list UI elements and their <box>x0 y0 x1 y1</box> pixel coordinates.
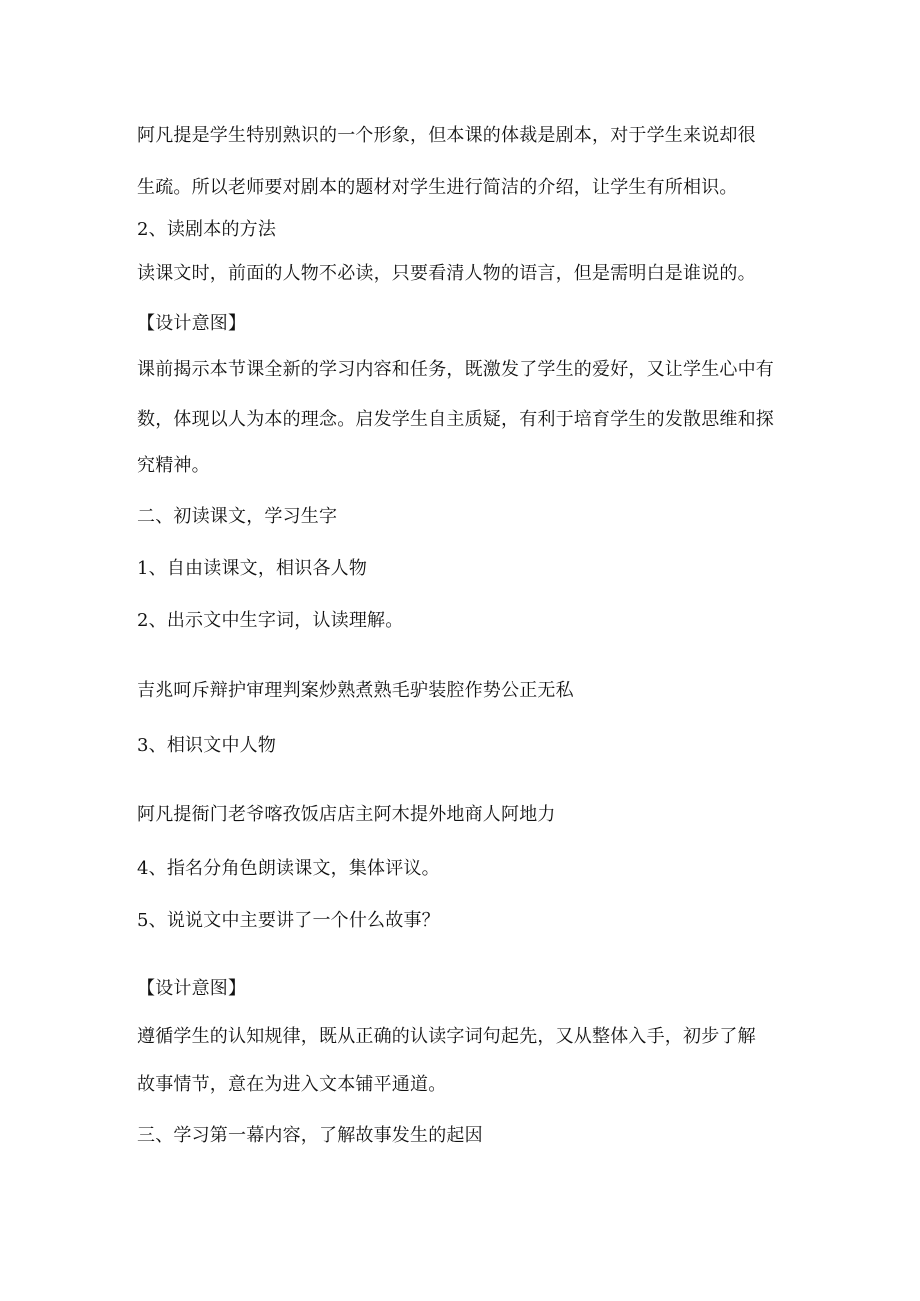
section-heading: 2、读剧本的方法 <box>137 219 277 240</box>
paragraph-line: 遵循学生的认知规律，既从正确的认读字词句起先，又从整体入手，初步了解 <box>137 1026 756 1047</box>
paragraph-line: 故事情节，意在为进入文本铺平通道。 <box>137 1074 447 1095</box>
vocabulary-line: 吉兆呵斥辩护审理判案炒熟煮熟毛驴装腔作势公正无私 <box>137 680 574 701</box>
list-item: 5、说说文中主要讲了一个什么故事？ <box>137 910 440 931</box>
list-item: 3、相识文中人物 <box>137 735 277 756</box>
design-intent-label: 【设计意图】 <box>137 313 247 334</box>
list-item: 2、出示文中生字词，认读理解。 <box>137 610 404 631</box>
paragraph-line: 究精神。 <box>137 455 210 476</box>
section-heading: 三、学习第一幕内容，了解故事发生的起因 <box>137 1125 483 1146</box>
list-item: 1、自由读课文，相识各人物 <box>137 558 368 579</box>
paragraph-line: 数，体现以人为本的理念。启发学生自主质疑，有利于培育学生的发散思维和探 <box>137 409 774 430</box>
list-item: 4、指名分角色朗读课文，集体评议。 <box>137 858 440 879</box>
section-heading: 二、初读课文，学习生字 <box>137 506 338 527</box>
design-intent-label: 【设计意图】 <box>137 978 247 999</box>
paragraph-line: 课前揭示本节课全新的学习内容和任务，既激发了学生的爱好，又让学生心中有 <box>137 359 774 380</box>
characters-line: 阿凡提衙门老爷喀孜饭店店主阿木提外地商人阿地力 <box>137 804 556 825</box>
paragraph-line: 生疏。所以老师要对剧本的题材对学生进行简洁的介绍，让学生有所相识。 <box>137 177 738 198</box>
paragraph-line: 读课文时，前面的人物不必读，只要看清人物的语言，但是需明白是谁说的。 <box>137 263 756 284</box>
paragraph-line: 阿凡提是学生特别熟识的一个形象，但本课的体裁是剧本，对于学生来说却很 <box>137 125 756 146</box>
